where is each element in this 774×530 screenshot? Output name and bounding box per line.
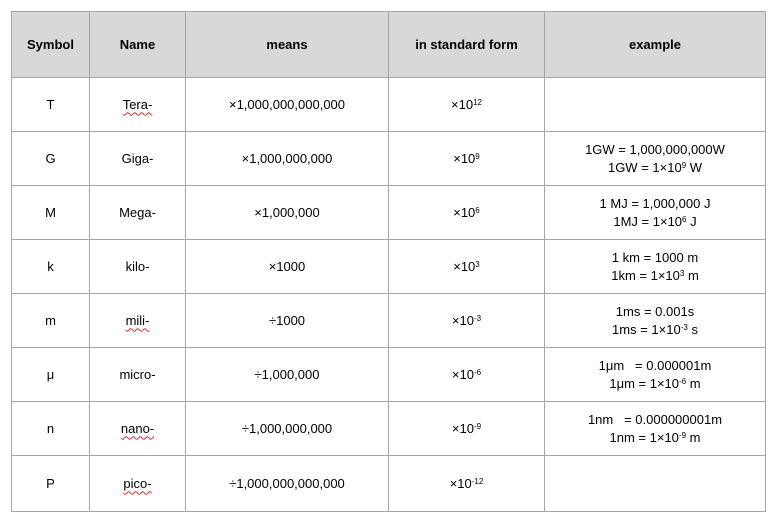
example-line-2-exponent: 9 — [681, 160, 687, 170]
example-line-2-end: s — [687, 321, 698, 337]
standard-form-cell — [389, 402, 545, 456]
example-line-2-start: 1μm = 1×10 — [609, 375, 680, 391]
example-line-2-start: 1km = 1×10 — [611, 267, 680, 283]
name-cell — [90, 402, 186, 456]
si-prefix-table — [11, 11, 766, 512]
standard-form-exponent: 9 — [475, 151, 480, 161]
standard-form-base: ×10 — [451, 96, 474, 112]
example-line-2-exponent: -3 — [680, 322, 688, 332]
standard-form-cell — [389, 294, 545, 348]
example-line-2-exponent: 3 — [679, 268, 685, 278]
symbol-cell — [12, 78, 90, 132]
name-cell — [90, 132, 186, 186]
name-text: Tera- — [122, 96, 153, 112]
example-line-2-start: 1MJ = 1×10 — [613, 213, 683, 229]
header-symbol: Symbol — [12, 12, 90, 78]
example-line-2-exponent: -6 — [679, 376, 687, 386]
name-cell — [90, 456, 186, 512]
example-line-2-end: m — [686, 375, 701, 391]
standard-form-exponent: 6 — [475, 205, 480, 215]
standard-form-exponent: 12 — [473, 97, 482, 107]
example-cell — [545, 348, 766, 402]
name-cell — [90, 240, 186, 294]
example-cell — [545, 132, 766, 186]
standard-form-cell — [389, 78, 545, 132]
table-row — [12, 132, 766, 186]
name-text: kilo- — [125, 258, 150, 274]
example-line-1: 1nm = 0.000000001m — [587, 411, 723, 427]
example-line-2 — [545, 321, 765, 339]
table-row — [12, 294, 766, 348]
name-text: mili- — [125, 312, 150, 328]
means-cell — [186, 240, 389, 294]
standard-form-base: ×10 — [451, 366, 474, 382]
standard-form-cell — [389, 240, 545, 294]
example-line-2 — [545, 213, 765, 231]
example-line-2 — [545, 429, 765, 447]
means-cell — [186, 132, 389, 186]
name-text: micro- — [119, 366, 156, 382]
header-standard-form: in standard form — [389, 12, 545, 78]
example-cell — [545, 78, 766, 132]
example-cell — [545, 294, 766, 348]
example-line-2-start: 1ms = 1×10 — [612, 321, 681, 337]
symbol-text: μ — [46, 366, 55, 382]
example-line-2-end: m — [686, 429, 701, 445]
header-row — [12, 12, 766, 78]
name-text: Giga- — [121, 150, 154, 166]
symbol-text: n — [46, 420, 55, 436]
means-cell — [186, 78, 389, 132]
example-cell — [545, 402, 766, 456]
example-cell — [545, 186, 766, 240]
name-cell — [90, 348, 186, 402]
means-text: ÷1,000,000,000,000 — [229, 475, 345, 491]
symbol-cell — [12, 240, 90, 294]
name-text: pico- — [123, 475, 152, 491]
means-text: ×1,000,000 — [254, 204, 320, 220]
means-text: ÷1,000,000 — [254, 366, 320, 382]
table-row — [12, 348, 766, 402]
example-line-1: 1ms = 0.001s — [615, 303, 695, 319]
means-cell — [186, 402, 389, 456]
header-example: example — [545, 12, 766, 78]
standard-form-exponent: -9 — [473, 421, 482, 431]
means-cell — [186, 456, 389, 512]
example-line-2-end: m — [684, 267, 699, 283]
means-cell — [186, 186, 389, 240]
example-line-2-end: J — [686, 213, 697, 229]
table-row — [12, 78, 766, 132]
symbol-text: k — [47, 258, 54, 274]
name-cell — [90, 186, 186, 240]
example-line-2-exponent: -9 — [678, 430, 687, 440]
example-line-2 — [545, 267, 765, 285]
standard-form-base: ×10 — [451, 312, 474, 328]
means-text: ×1000 — [268, 258, 306, 274]
example-line-1: 1GW = 1,000,000,000W — [585, 141, 725, 157]
table-row — [12, 456, 766, 512]
symbol-cell — [12, 402, 90, 456]
example-line-1: 1 MJ = 1,000,000 J — [599, 195, 711, 211]
example-cell — [545, 456, 766, 512]
example-line-1: 1 km = 1000 m — [611, 249, 699, 265]
symbol-text: P — [46, 475, 55, 491]
example-line-2 — [545, 159, 765, 177]
standard-form-cell — [389, 186, 545, 240]
symbol-cell — [12, 132, 90, 186]
standard-form-exponent: -12 — [471, 476, 484, 486]
standard-form-base: ×10 — [453, 150, 476, 166]
example-line-2-start: 1nm = 1×10 — [609, 429, 679, 445]
example-line-2-start: 1GW = 1×10 — [607, 159, 682, 175]
table-row — [12, 240, 766, 294]
means-text: ×1,000,000,000,000 — [228, 96, 346, 112]
standard-form-base: ×10 — [451, 420, 474, 436]
example-line-2-exponent: 6 — [682, 214, 687, 224]
name-text: Mega- — [119, 204, 156, 220]
symbol-cell — [12, 348, 90, 402]
standard-form-base: ×10 — [449, 475, 472, 491]
means-text: ×1,000,000,000 — [241, 150, 333, 166]
symbol-text: T — [46, 96, 55, 112]
header-name: Name — [90, 12, 186, 78]
symbol-cell — [12, 456, 90, 512]
symbol-text: m — [45, 312, 56, 328]
header-means: means — [186, 12, 389, 78]
standard-form-cell — [389, 348, 545, 402]
standard-form-base: ×10 — [453, 204, 476, 220]
means-text: ÷1,000,000,000 — [241, 420, 333, 436]
means-cell — [186, 294, 389, 348]
standard-form-cell — [389, 456, 545, 512]
table-row — [12, 186, 766, 240]
example-line-2 — [545, 375, 765, 393]
example-line-1: 1μm = 0.000001m — [598, 357, 712, 373]
means-text: ÷1000 — [268, 312, 306, 328]
standard-form-exponent: -3 — [473, 313, 482, 323]
table-row — [12, 402, 766, 456]
symbol-cell — [12, 186, 90, 240]
name-cell — [90, 78, 186, 132]
name-cell — [90, 294, 186, 348]
example-cell — [545, 240, 766, 294]
symbol-text: M — [45, 204, 56, 220]
symbol-text: G — [45, 150, 56, 166]
standard-form-cell — [389, 132, 545, 186]
name-text: nano- — [120, 420, 155, 436]
standard-form-exponent: 3 — [475, 259, 480, 269]
standard-form-base: ×10 — [453, 258, 476, 274]
standard-form-exponent: -6 — [473, 367, 482, 377]
example-line-2-end: W — [686, 159, 703, 175]
symbol-cell — [12, 294, 90, 348]
means-cell — [186, 348, 389, 402]
